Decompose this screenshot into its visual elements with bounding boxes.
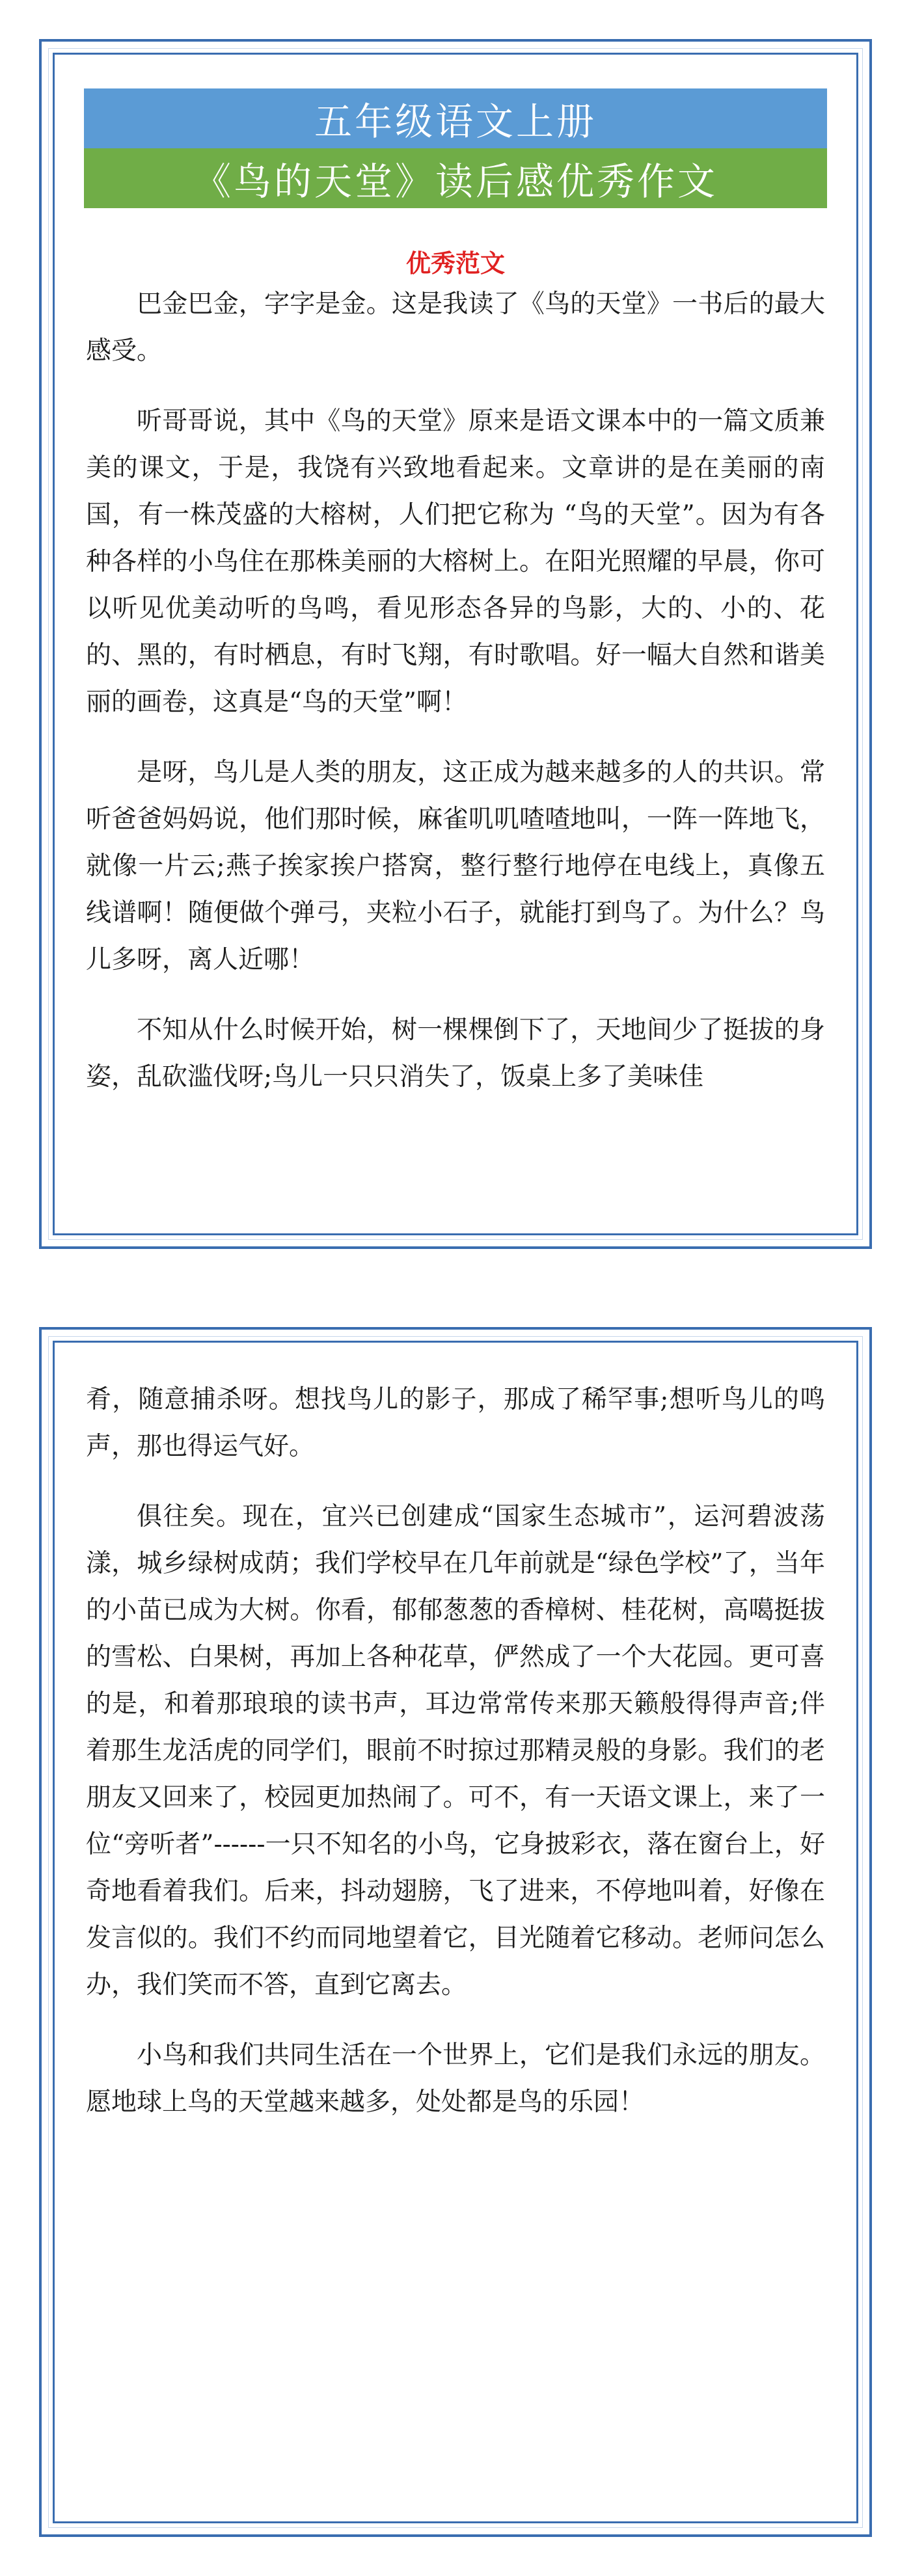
paragraph-continued: 肴，随意捕杀呀。想找鸟儿的影子，那成了稀罕事;想听鸟儿的鸣声，那也得运气好。	[86, 1385, 825, 1461]
page-2	[39, 1327, 872, 2537]
paragraph: 俱往矣。现在，宜兴已创建成“国家生态城市”，运河碧波荡漾，城乡绿树成荫；我们学校早在几年前就是“绿色学校”了，当年的小苗已成为大树。你看，郁郁葱葱的香樟树、桂花树，高噶挺拔的雪松、白果树，再加上各种花草，俨然成了一个大花园。更可喜的是，和着那琅琅的读书声，耳边常常传来那天籁般得得声音;伴着那生龙活虎的同学们，眼前不时掠过那精灵般的身影。我们的老朋友又回来了，校园更加热闹了。可不，有一天语文课上，来了一位“旁听者”------一只不知名的小鸟，它身披彩衣，落在窗台上，好奇地看着我们。后来，抖动翅膀，飞了进来，不停地叫着，好像在发言似的。我们不约而同地望着它，目光随着它移动。老师问怎么办，我们笑而不答，直到它离去。	[86, 1502, 825, 2000]
paragraph: 听哥哥说，其中《鸟的天堂》原来是语文课本中的一篇文质兼美的课文，于是，我饶有兴致地看起来。文章讲的是在美丽的南国，有一株茂盛的大榕树，人们把它称为 “鸟的天堂”。因为有各种各样的小鸟住在那株美丽的大榕树上。在阳光照耀的早晨，你可以听见优美动听的鸟鸣，看见形态各异的鸟影，大的、小的、花的、黑的，有时栖息，有时飞翔，有时歌唱。好一幅大自然和谐美丽的画卷，这真是“鸟的天堂”啊！	[86, 407, 825, 717]
essay-text-page-2	[86, 1376, 825, 2149]
paragraph: 不知从什么时候开始，树一棵棵倒下了，天地间少了挺拔的身姿，乱砍滥伐呀;鸟儿一只只消失了，饭桌上多了美味佳	[86, 1015, 825, 1092]
paragraph: 小鸟和我们共同生活在一个世界上，它们是我们永远的朋友。愿地球上鸟的天堂越来越多，处处都是鸟的乐园！	[86, 2041, 825, 2117]
paragraph: 巴金巴金，字字是金。这是我读了《鸟的天堂》一书后的最大感受。	[86, 289, 825, 366]
essay-text-page-1	[86, 281, 825, 1124]
page-1	[39, 39, 872, 1249]
title-banner-grade: 五年级语文上册	[84, 88, 827, 148]
title-banner-essay: 《鸟的天堂》读后感优秀作文	[84, 148, 827, 208]
paragraph: 是呀，鸟儿是人类的朋友，这正成为越来越多的人的共识。常听爸爸妈妈说，他们那时候，麻雀叽叽喳喳地叫，一阵一阵地飞，就像一片云;燕子挨家挨户搭窝，整行整行地停在电线上，真像五线谱啊！随便做个弹弓，夹粒小石子，就能打到鸟了。为什么？鸟儿多呀，离人近哪！	[86, 758, 825, 974]
section-label: 优秀范文	[405, 249, 505, 278]
